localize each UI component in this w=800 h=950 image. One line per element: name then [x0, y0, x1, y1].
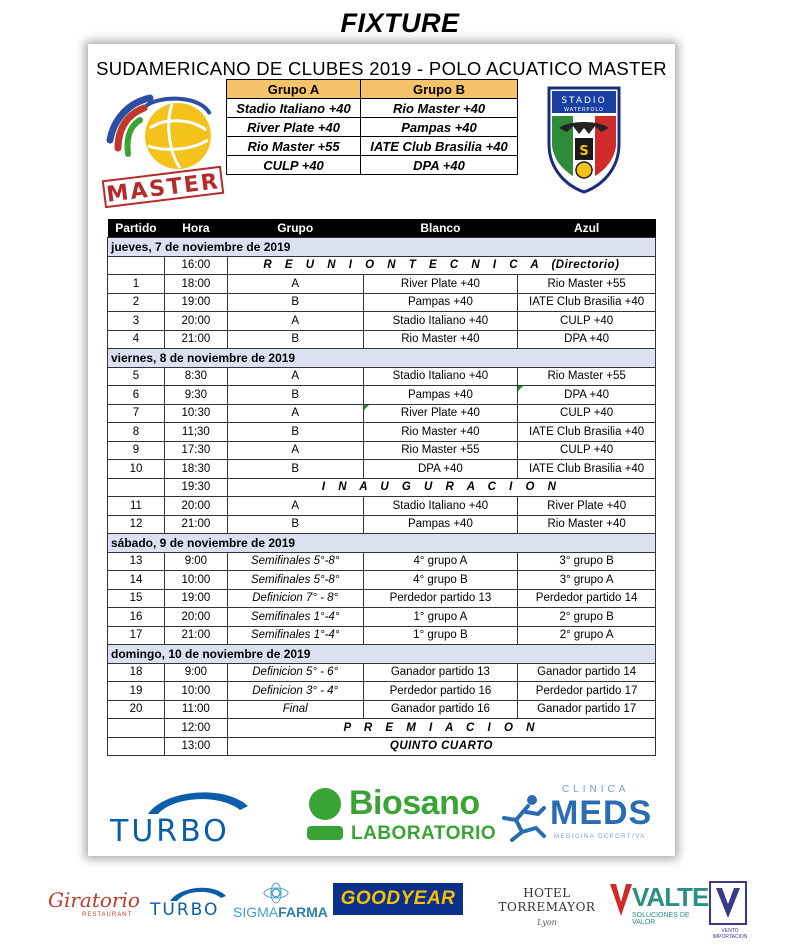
- match-number: 9: [108, 441, 165, 460]
- match-azul: CULP +40: [518, 404, 656, 423]
- match-row: [108, 700, 656, 719]
- match-blanco: Rio Master +40: [363, 330, 518, 349]
- match-time: 20:00: [164, 312, 227, 331]
- match-group: A: [227, 497, 363, 516]
- match-group: A: [227, 404, 363, 423]
- event-row: [108, 478, 656, 497]
- giratorio-logo-subtext: RESTAURANT: [82, 912, 133, 918]
- hotel-logo-subtext: Lyon: [537, 918, 557, 927]
- col-header-hora: Hora: [164, 219, 227, 238]
- fixture-sheet: [88, 44, 675, 856]
- sigma-farma-logo-text: [233, 904, 328, 920]
- match-blanco: 4° grupo A: [363, 552, 518, 571]
- match-number: [108, 737, 165, 756]
- match-stage: Definicion 5° - 6°: [227, 663, 363, 682]
- match-row: [108, 404, 656, 423]
- group-b-team: Rio Master +40: [361, 99, 518, 118]
- match-time: 11:00: [164, 700, 227, 719]
- hotel-logo-text: HOTEL TORREMAYOR: [498, 886, 596, 914]
- match-time: 9:30: [164, 386, 227, 405]
- group-row: [227, 156, 518, 175]
- meds-logo-tagline: MEDICINA DEPORTIVA: [554, 834, 646, 840]
- match-blanco: DPA +40: [363, 460, 518, 479]
- match-number: 7: [108, 404, 165, 423]
- match-number: 3: [108, 312, 165, 331]
- match-azul: DPA +40: [518, 330, 656, 349]
- sigma-logo-part: SIGMA: [233, 904, 279, 920]
- col-header-grupo: Grupo: [227, 219, 363, 238]
- col-header-azul: Azul: [518, 219, 656, 238]
- turbo-small-logo-text: TURBO: [150, 900, 220, 920]
- match-stage: Semifinales 1°-4°: [227, 608, 363, 627]
- runner-icon: [498, 792, 548, 842]
- match-row: [108, 441, 656, 460]
- event-row: [108, 256, 656, 275]
- match-time: 20:00: [164, 497, 227, 516]
- match-row: [108, 663, 656, 682]
- sponsors-main: [88, 774, 675, 854]
- match-number: 10: [108, 460, 165, 479]
- valte-v-icon: [610, 882, 632, 918]
- group-a-team: Rio Master +55: [227, 137, 361, 156]
- match-blanco: Ganador partido 16: [363, 700, 518, 719]
- biosano-logo-text: Biosano: [349, 784, 480, 822]
- match-row: [108, 608, 656, 627]
- match-time: 19:00: [164, 589, 227, 608]
- meds-logo-text: MEDS: [550, 794, 653, 832]
- vento-logo: [708, 880, 748, 940]
- event-title: R E U N I O N T E C N I C A: [263, 259, 544, 272]
- match-row: [108, 552, 656, 571]
- match-blanco: Stadio Italiano +40: [363, 312, 518, 331]
- match-stage: Definicion 7° - 8°: [227, 589, 363, 608]
- master-logo: [100, 88, 225, 208]
- meds-logo: [498, 784, 658, 846]
- valte-logo-subtext: SOLUCIONES DE VALOR: [632, 912, 690, 926]
- match-number: 19: [108, 682, 165, 701]
- match-blanco: Rio Master +40: [363, 423, 518, 442]
- match-blanco: Pampas +40: [363, 293, 518, 312]
- group-b-team: IATE Club Brasilia +40: [361, 137, 518, 156]
- date-label: sábado, 9 de noviembre de 2019: [108, 534, 656, 553]
- match-time: 11;30: [164, 423, 227, 442]
- fixture-header-row: [108, 219, 656, 238]
- match-number: 5: [108, 367, 165, 386]
- match-number: 20: [108, 700, 165, 719]
- match-azul: 2° grupo B: [518, 608, 656, 627]
- stadio-waterpolo-logo: [545, 84, 623, 196]
- event-row: [108, 719, 656, 738]
- date-row: [108, 534, 656, 553]
- event-label: P R E M I A C I O N: [227, 719, 655, 738]
- sponsors-strip: [0, 880, 800, 950]
- match-time: 18:00: [164, 275, 227, 294]
- match-time: 20:00: [164, 608, 227, 627]
- match-number: 14: [108, 571, 165, 590]
- match-row: [108, 460, 656, 479]
- date-label: viernes, 8 de noviembre de 2019: [108, 349, 656, 368]
- event-row: [108, 737, 656, 756]
- match-time: 18:30: [164, 460, 227, 479]
- match-time: 9:00: [164, 663, 227, 682]
- match-row: [108, 293, 656, 312]
- group-a-header: Grupo A: [227, 80, 361, 99]
- match-blanco: Stadio Italiano +40: [363, 497, 518, 516]
- group-b-header: Grupo B: [361, 80, 518, 99]
- match-number: 16: [108, 608, 165, 627]
- match-azul: IATE Club Brasilia +40: [518, 460, 656, 479]
- biosano-logo: [303, 780, 497, 846]
- goodyear-logo: GOODYEAR: [333, 883, 463, 915]
- match-group: A: [227, 441, 363, 460]
- match-group: A: [227, 275, 363, 294]
- match-stage: Semifinales 5°-8°: [227, 552, 363, 571]
- match-blanco: River Plate +40: [363, 404, 518, 423]
- match-number: 4: [108, 330, 165, 349]
- match-group: B: [227, 515, 363, 534]
- match-row: [108, 330, 656, 349]
- group-row: [227, 118, 518, 137]
- match-time: 17:30: [164, 441, 227, 460]
- hotel-torremayor-logo: [482, 886, 612, 927]
- match-number: 8: [108, 423, 165, 442]
- match-time: 19:30: [164, 478, 227, 497]
- event-subtitle: (Directorio): [551, 259, 620, 272]
- match-time: 12:00: [164, 719, 227, 738]
- match-row: [108, 367, 656, 386]
- match-blanco: 4° grupo B: [363, 571, 518, 590]
- match-time: 21:00: [164, 330, 227, 349]
- match-azul: Rio Master +40: [518, 515, 656, 534]
- groups-table: [226, 79, 518, 175]
- match-blanco: 1° grupo A: [363, 608, 518, 627]
- date-row: [108, 645, 656, 664]
- date-row: [108, 238, 656, 257]
- turbo-logo: [110, 786, 265, 849]
- match-row: [108, 275, 656, 294]
- biosano-drop-icon: [303, 784, 347, 846]
- match-time: 9:00: [164, 552, 227, 571]
- match-time: 13:00: [164, 737, 227, 756]
- page-title: FIXTURE: [340, 8, 460, 38]
- master-logo-text: MASTER: [105, 169, 222, 208]
- match-number: 6: [108, 386, 165, 405]
- match-azul: IATE Club Brasilia +40: [518, 293, 656, 312]
- group-b-team: DPA +40: [361, 156, 518, 175]
- turbo-small-logo: [150, 884, 230, 924]
- group-a-team: River Plate +40: [227, 118, 361, 137]
- col-header-partido: Partido: [108, 219, 165, 238]
- turbo-wave-icon: [144, 786, 254, 816]
- valte-logo: [610, 882, 709, 926]
- event-label: [227, 256, 655, 275]
- match-time: 10:00: [164, 571, 227, 590]
- match-number: 11: [108, 497, 165, 516]
- match-azul: IATE Club Brasilia +40: [518, 423, 656, 442]
- valte-logo-text: VALTE: [632, 882, 709, 912]
- match-azul: 2° grupo A: [518, 626, 656, 645]
- sheet-title: SUDAMERICANO DE CLUBES 2019 - POLO ACUATICO MASTER: [96, 58, 667, 79]
- event-label: I N A U G U R A C I O N: [227, 478, 655, 497]
- col-header-blanco: Blanco: [363, 219, 518, 238]
- match-azul: CULP +40: [518, 312, 656, 331]
- match-number: 17: [108, 626, 165, 645]
- match-azul: 3° grupo B: [518, 552, 656, 571]
- match-azul: Perdedor partido 14: [518, 589, 656, 608]
- match-time: 19:00: [164, 293, 227, 312]
- match-group: B: [227, 386, 363, 405]
- date-row: [108, 349, 656, 368]
- match-time: 21:00: [164, 515, 227, 534]
- match-azul: DPA +40: [518, 386, 656, 405]
- biosano-logo-subtext: LABORATORIO: [351, 823, 497, 844]
- match-group: B: [227, 293, 363, 312]
- match-azul: Perdedor partido 17: [518, 682, 656, 701]
- fixture-table: [107, 219, 656, 756]
- group-a-team: Stadio Italiano +40: [227, 99, 361, 118]
- match-blanco: Stadio Italiano +40: [363, 367, 518, 386]
- match-azul: Rio Master +55: [518, 275, 656, 294]
- match-stage: Semifinales 5°-8°: [227, 571, 363, 590]
- match-time: 21:00: [164, 626, 227, 645]
- date-label: jueves, 7 de noviembre de 2019: [108, 238, 656, 257]
- match-group: B: [227, 423, 363, 442]
- match-number: [108, 478, 165, 497]
- group-row: [227, 99, 518, 118]
- match-blanco: Rio Master +55: [363, 441, 518, 460]
- match-number: [108, 719, 165, 738]
- match-number: [108, 256, 165, 275]
- giratorio-logo: [48, 888, 148, 918]
- match-stage: Semifinales 1°-4°: [227, 626, 363, 645]
- sigma-farma-logo: [233, 882, 328, 922]
- match-blanco: Pampas +40: [363, 386, 518, 405]
- match-row: [108, 386, 656, 405]
- event-label: QUINTO CUARTO: [227, 737, 655, 756]
- match-number: 2: [108, 293, 165, 312]
- match-blanco: Ganador partido 13: [363, 663, 518, 682]
- vento-v-icon: [708, 880, 748, 926]
- group-a-team: CULP +40: [227, 156, 361, 175]
- match-row: [108, 682, 656, 701]
- farma-logo-part: FARMA: [278, 904, 328, 920]
- match-azul: Ganador partido 17: [518, 700, 656, 719]
- stadio-logo-subtext: WATERPOLO: [564, 107, 604, 113]
- match-azul: Rio Master +55: [518, 367, 656, 386]
- stadio-logo-text: STADIO: [561, 96, 607, 106]
- giratorio-logo-text: Giratorio: [48, 888, 140, 912]
- match-time: 8:30: [164, 367, 227, 386]
- match-time: 10:30: [164, 404, 227, 423]
- match-number: 18: [108, 663, 165, 682]
- match-group: A: [227, 367, 363, 386]
- match-row: [108, 515, 656, 534]
- match-time: 10:00: [164, 682, 227, 701]
- match-row: [108, 423, 656, 442]
- match-row: [108, 589, 656, 608]
- match-row: [108, 312, 656, 331]
- match-number: 12: [108, 515, 165, 534]
- match-number: 13: [108, 552, 165, 571]
- match-stage: Final: [227, 700, 363, 719]
- match-blanco: River Plate +40: [363, 275, 518, 294]
- match-row: [108, 626, 656, 645]
- match-group: B: [227, 330, 363, 349]
- match-time: 16:00: [164, 256, 227, 275]
- group-b-team: Pampas +40: [361, 118, 518, 137]
- match-group: A: [227, 312, 363, 331]
- date-label: domingo, 10 de noviembre de 2019: [108, 645, 656, 664]
- match-number: 15: [108, 589, 165, 608]
- match-blanco: Perdedor partido 16: [363, 682, 518, 701]
- meds-logo-clinica: CLINICA: [562, 784, 630, 795]
- match-azul: Ganador partido 14: [518, 663, 656, 682]
- match-stage: Definicion 3° - 4°: [227, 682, 363, 701]
- molecule-icon: [261, 882, 291, 904]
- svg-text:S: S: [579, 144, 589, 159]
- vento-logo-text: VENTO IMPORTACION: [712, 928, 748, 940]
- match-azul: River Plate +40: [518, 497, 656, 516]
- match-row: [108, 497, 656, 516]
- match-azul: CULP +40: [518, 441, 656, 460]
- turbo-logo-text: TURBO: [110, 814, 230, 849]
- match-row: [108, 571, 656, 590]
- match-blanco: Perdedor partido 13: [363, 589, 518, 608]
- match-blanco: Pampas +40: [363, 515, 518, 534]
- match-number: 1: [108, 275, 165, 294]
- match-group: B: [227, 460, 363, 479]
- match-blanco: 1° grupo B: [363, 626, 518, 645]
- match-azul: 3° grupo A: [518, 571, 656, 590]
- group-row: [227, 137, 518, 156]
